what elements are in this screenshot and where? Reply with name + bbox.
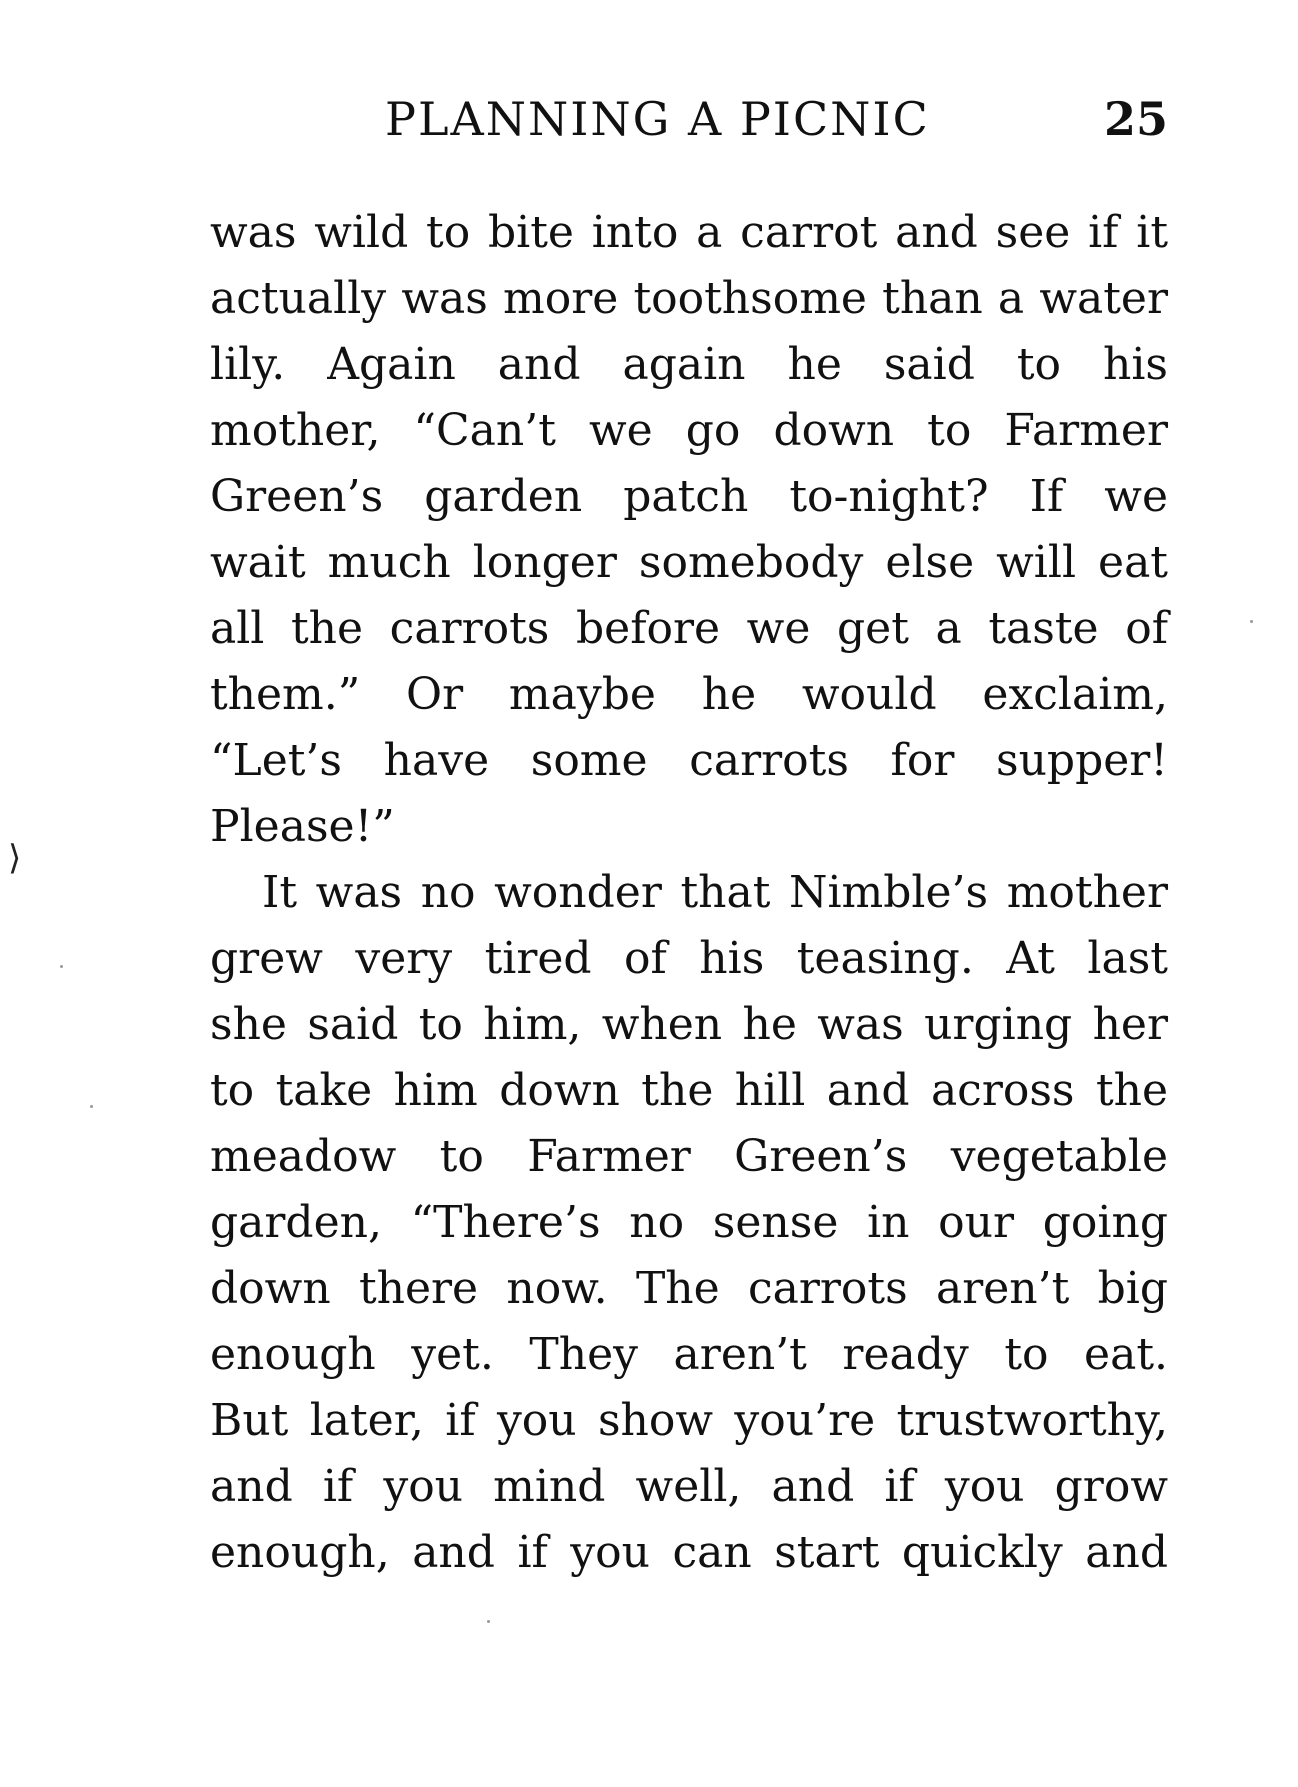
text-line: all the carrots before we get a taste of bbox=[210, 603, 1168, 654]
page-number: 25 bbox=[1103, 92, 1168, 146]
text-line: and if you mind well, and if you grow bbox=[210, 1461, 1168, 1512]
text-line: “Let’s have some carrots for supper! bbox=[210, 735, 1168, 786]
scan-speck bbox=[1250, 620, 1253, 623]
text-line: Green’s garden patch to-night? If we bbox=[210, 471, 1168, 522]
scan-speck bbox=[90, 1105, 93, 1108]
scan-mark: ⟩ bbox=[8, 838, 22, 878]
text-line: garden, “There’s no sense in our going bbox=[210, 1197, 1168, 1248]
text-line: mother, “Can’t we go down to Farmer bbox=[210, 405, 1168, 456]
text-line: enough yet. They aren’t ready to eat. bbox=[210, 1329, 1168, 1380]
text-line: actually was more toothsome than a water bbox=[210, 273, 1168, 324]
text-line: was wild to bite into a carrot and see if it bbox=[210, 207, 1168, 258]
text-line: down there now. The carrots aren’t big bbox=[210, 1263, 1168, 1314]
running-title: PLANNING A PICNIC bbox=[385, 92, 930, 146]
scan-speck bbox=[487, 1620, 490, 1623]
text-line: It was no wonder that Nimble’s mother bbox=[262, 867, 1168, 918]
text-line: enough, and if you can start quickly and bbox=[210, 1527, 1168, 1578]
body-text bbox=[210, 200, 1168, 1586]
text-line: lily. Again and again he said to his bbox=[210, 339, 1168, 390]
text-line: wait much longer somebody else will eat bbox=[210, 537, 1168, 588]
text-line: meadow to Farmer Green’s vegetable bbox=[210, 1131, 1168, 1182]
text-line: But later, if you show you’re trustworthy, bbox=[210, 1395, 1168, 1446]
text-line: to take him down the hill and across the bbox=[210, 1065, 1168, 1116]
text-line: grew very tired of his teasing. At last bbox=[210, 933, 1168, 984]
text-line: she said to him, when he was urging her bbox=[210, 999, 1168, 1050]
scan-speck bbox=[60, 965, 63, 968]
text-line: them.” Or maybe he would exclaim, bbox=[210, 669, 1168, 720]
text-line: Please!” bbox=[210, 801, 395, 852]
page-header bbox=[210, 92, 1168, 152]
